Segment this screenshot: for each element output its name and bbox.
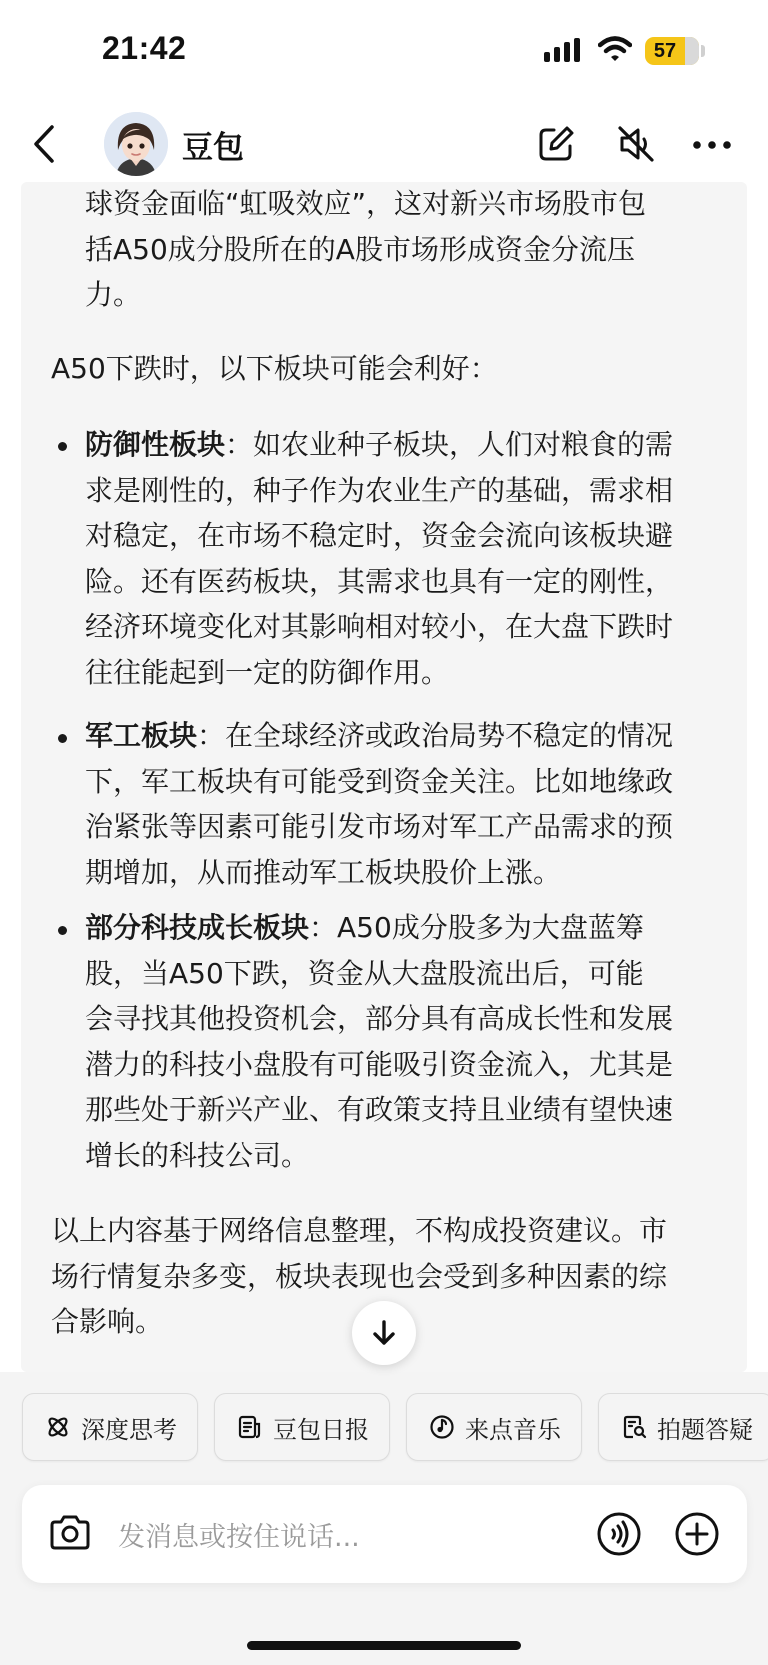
battery-tip: [701, 45, 705, 57]
speaker-muted-icon[interactable]: [614, 122, 658, 166]
battery-icon: [645, 37, 699, 65]
more-icon[interactable]: [692, 140, 732, 150]
music-icon: [429, 1414, 455, 1440]
home-indicator: [247, 1641, 521, 1650]
bullet-dot: [58, 442, 67, 451]
edit-icon[interactable]: [536, 124, 576, 164]
scroll-down-button[interactable]: [352, 1301, 416, 1365]
voice-call-icon[interactable]: [596, 1511, 642, 1557]
camera-icon[interactable]: [48, 1513, 92, 1553]
chip-deep-thinking[interactable]: 深度思考: [22, 1393, 198, 1461]
message-input[interactable]: 发消息或按住说话...: [118, 1522, 360, 1553]
chip-daily-news[interactable]: 豆包日报: [214, 1393, 390, 1461]
status-bar: [0, 0, 768, 100]
scan-question-icon: [621, 1414, 647, 1440]
list-item: 军工板块：在全球经济或政治局势不稳定的情况 下，军工板块有可能受到资金关注。比如地缘政 治紧张等因素可能引发市场对军工产品需求的预 期增加，从而推动军工板块股价上涨。: [85, 719, 674, 889]
wifi-icon: [598, 36, 632, 62]
back-icon[interactable]: [30, 124, 58, 164]
arrow-down-icon: [371, 1319, 397, 1347]
signal-icon: [544, 38, 584, 62]
message-lead: A50下跌时，以下板块可能会利好：: [51, 352, 498, 385]
message-intro-continuation: 球资金面临“虹吸效应”，这对新兴市场股市包 括A50成分股所在的A股市场形成资金分流压 力。: [85, 187, 647, 311]
battery-level: 57: [653, 40, 677, 62]
bullet-title: 军工板块: [85, 719, 198, 752]
news-icon: [237, 1414, 263, 1440]
list-item: 部分科技成长板块：A50成分股多为大盘蓝筹 股，当A50下跌，资金从大盘股流出后，可能 会寻找其他投资机会，部分具有高成长性和发展 潜力的科技小盘股有可能吸引资金流入，尤其是 那些处于新兴产业、有政策支持且业绩有望快速 增长的科技公司。: [85, 911, 674, 1172]
chip-some-music[interactable]: 来点音乐: [406, 1393, 582, 1461]
status-time: 21:42: [102, 30, 187, 66]
avatar[interactable]: [104, 112, 168, 176]
chat-header: [0, 100, 768, 190]
bot-name[interactable]: 豆包: [182, 130, 244, 166]
bullet-title: 部分科技成长板块: [85, 911, 310, 944]
bullet-dot: [58, 926, 67, 935]
bullet-title: 防御性板块: [85, 428, 226, 461]
bullet-dot: [58, 734, 67, 743]
chip-photo-question[interactable]: 拍题答疑: [598, 1393, 768, 1461]
list-item: 防御性板块：如农业种子板块，人们对粮食的需 求是刚性的，种子作为农业生产的基础，需求相 对稳定，在市场不稳定时，资金会流向该板块避 险。还有医药板块，其需求也具有一定的刚性， 经济环境变化对其影响相对较小，在大盘下跌时 往往能起到一定的防御作用。: [85, 428, 674, 689]
composer-bar: [22, 1485, 747, 1583]
plus-icon[interactable]: [674, 1511, 720, 1557]
atom-icon: [45, 1414, 71, 1440]
message-disclaimer: 以上内容基于网络信息整理，不构成投资建议。市 场行情复杂多变，板块表现也会受到多种因素的综 合影响。: [51, 1214, 668, 1338]
battery-empty-portion: [685, 37, 699, 65]
